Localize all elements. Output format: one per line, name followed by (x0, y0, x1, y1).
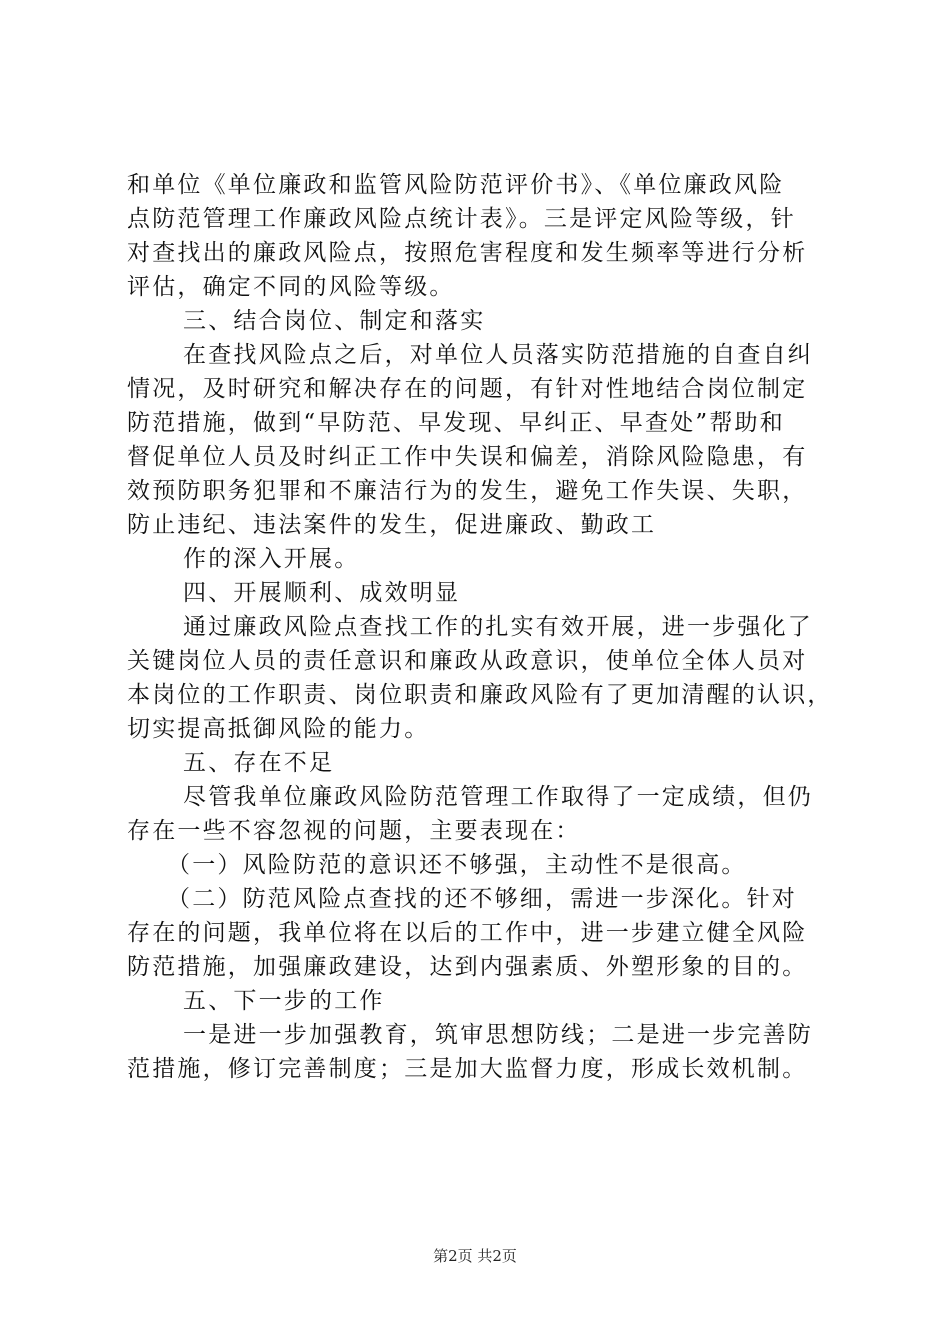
document-body (127, 168, 837, 1086)
text-line: 防范措施，做到“早防范、早发现、早纠正、早查处”帮助和 (127, 410, 785, 436)
text-line: 情况，及时研究和解决存在的问题，有针对性地结合岗位制定 (127, 376, 808, 402)
text-line: 切实提高抵御风险的能力。 (127, 716, 430, 742)
text-line: 防范措施，加强廉政建设，达到内强素质、外塑形象的目的。 (127, 954, 808, 980)
text-line: 对查找出的廉政风险点，按照危害程度和发生频率等进行分析 (127, 240, 808, 266)
text-line: 存在一些不容忽视的问题，主要表现在： (127, 818, 581, 844)
text-line: 评估，确定不同的风险等级。 (127, 274, 455, 300)
text-line: 存在的问题，我单位将在以后的工作中，进一步建立健全风险 (127, 920, 808, 946)
text-line: 一是进一步加强教育，筑审思想防线；二是进一步完善防 (183, 1022, 813, 1048)
text-line: 三、结合岗位、制定和落实 (183, 308, 486, 334)
text-line: 督促单位人员及时纠正工作中失误和偏差，消除风险隐患，有 (127, 444, 808, 470)
text-line: 四、开展顺利、成效明显 (183, 580, 461, 606)
text-line: （一）风险防范的意识还不够强，主动性不是很高。 (167, 852, 747, 878)
text-line: 效预防职务犯罪和不廉洁行为的发生，避免工作失误、失职， (127, 478, 808, 504)
text-line: 五、下一步的工作 (183, 988, 385, 1014)
text-line: 作的深入开展。 (183, 546, 360, 572)
text-line: 防止违纪、违法案件的发生，促进廉政、勤政工 (127, 512, 657, 538)
text-line: 本岗位的工作职责、岗位职责和廉政风险有了更加清醒的认识， (127, 682, 833, 708)
text-line: 关键岗位人员的责任意识和廉政从政意识，使单位全体人员对 (127, 648, 808, 674)
text-line: 通过廉政风险点查找工作的扎实有效开展，进一步强化了 (183, 614, 813, 640)
text-line: 五、存在不足 (183, 750, 335, 776)
text-line: （二）防范风险点查找的还不够细，需进一步深化。针对 (167, 886, 797, 912)
text-line: 尽管我单位廉政风险防范管理工作取得了一定成绩，但仍 (183, 784, 813, 810)
page-footer: 第2页 共2页 (433, 1247, 517, 1265)
text-line: 点防范管理工作廉政风险点统计表》。三是评定风险等级，针 (127, 206, 796, 232)
text-line: 和单位《单位廉政和监管风险防范评价书》、《单位廉政风险 (127, 172, 785, 198)
text-line: 在查找风险点之后，对单位人员落实防范措施的自查自纠 (183, 342, 813, 368)
text-line: 范措施，修订完善制度；三是加大监督力度，形成长效机制。 (127, 1056, 808, 1082)
